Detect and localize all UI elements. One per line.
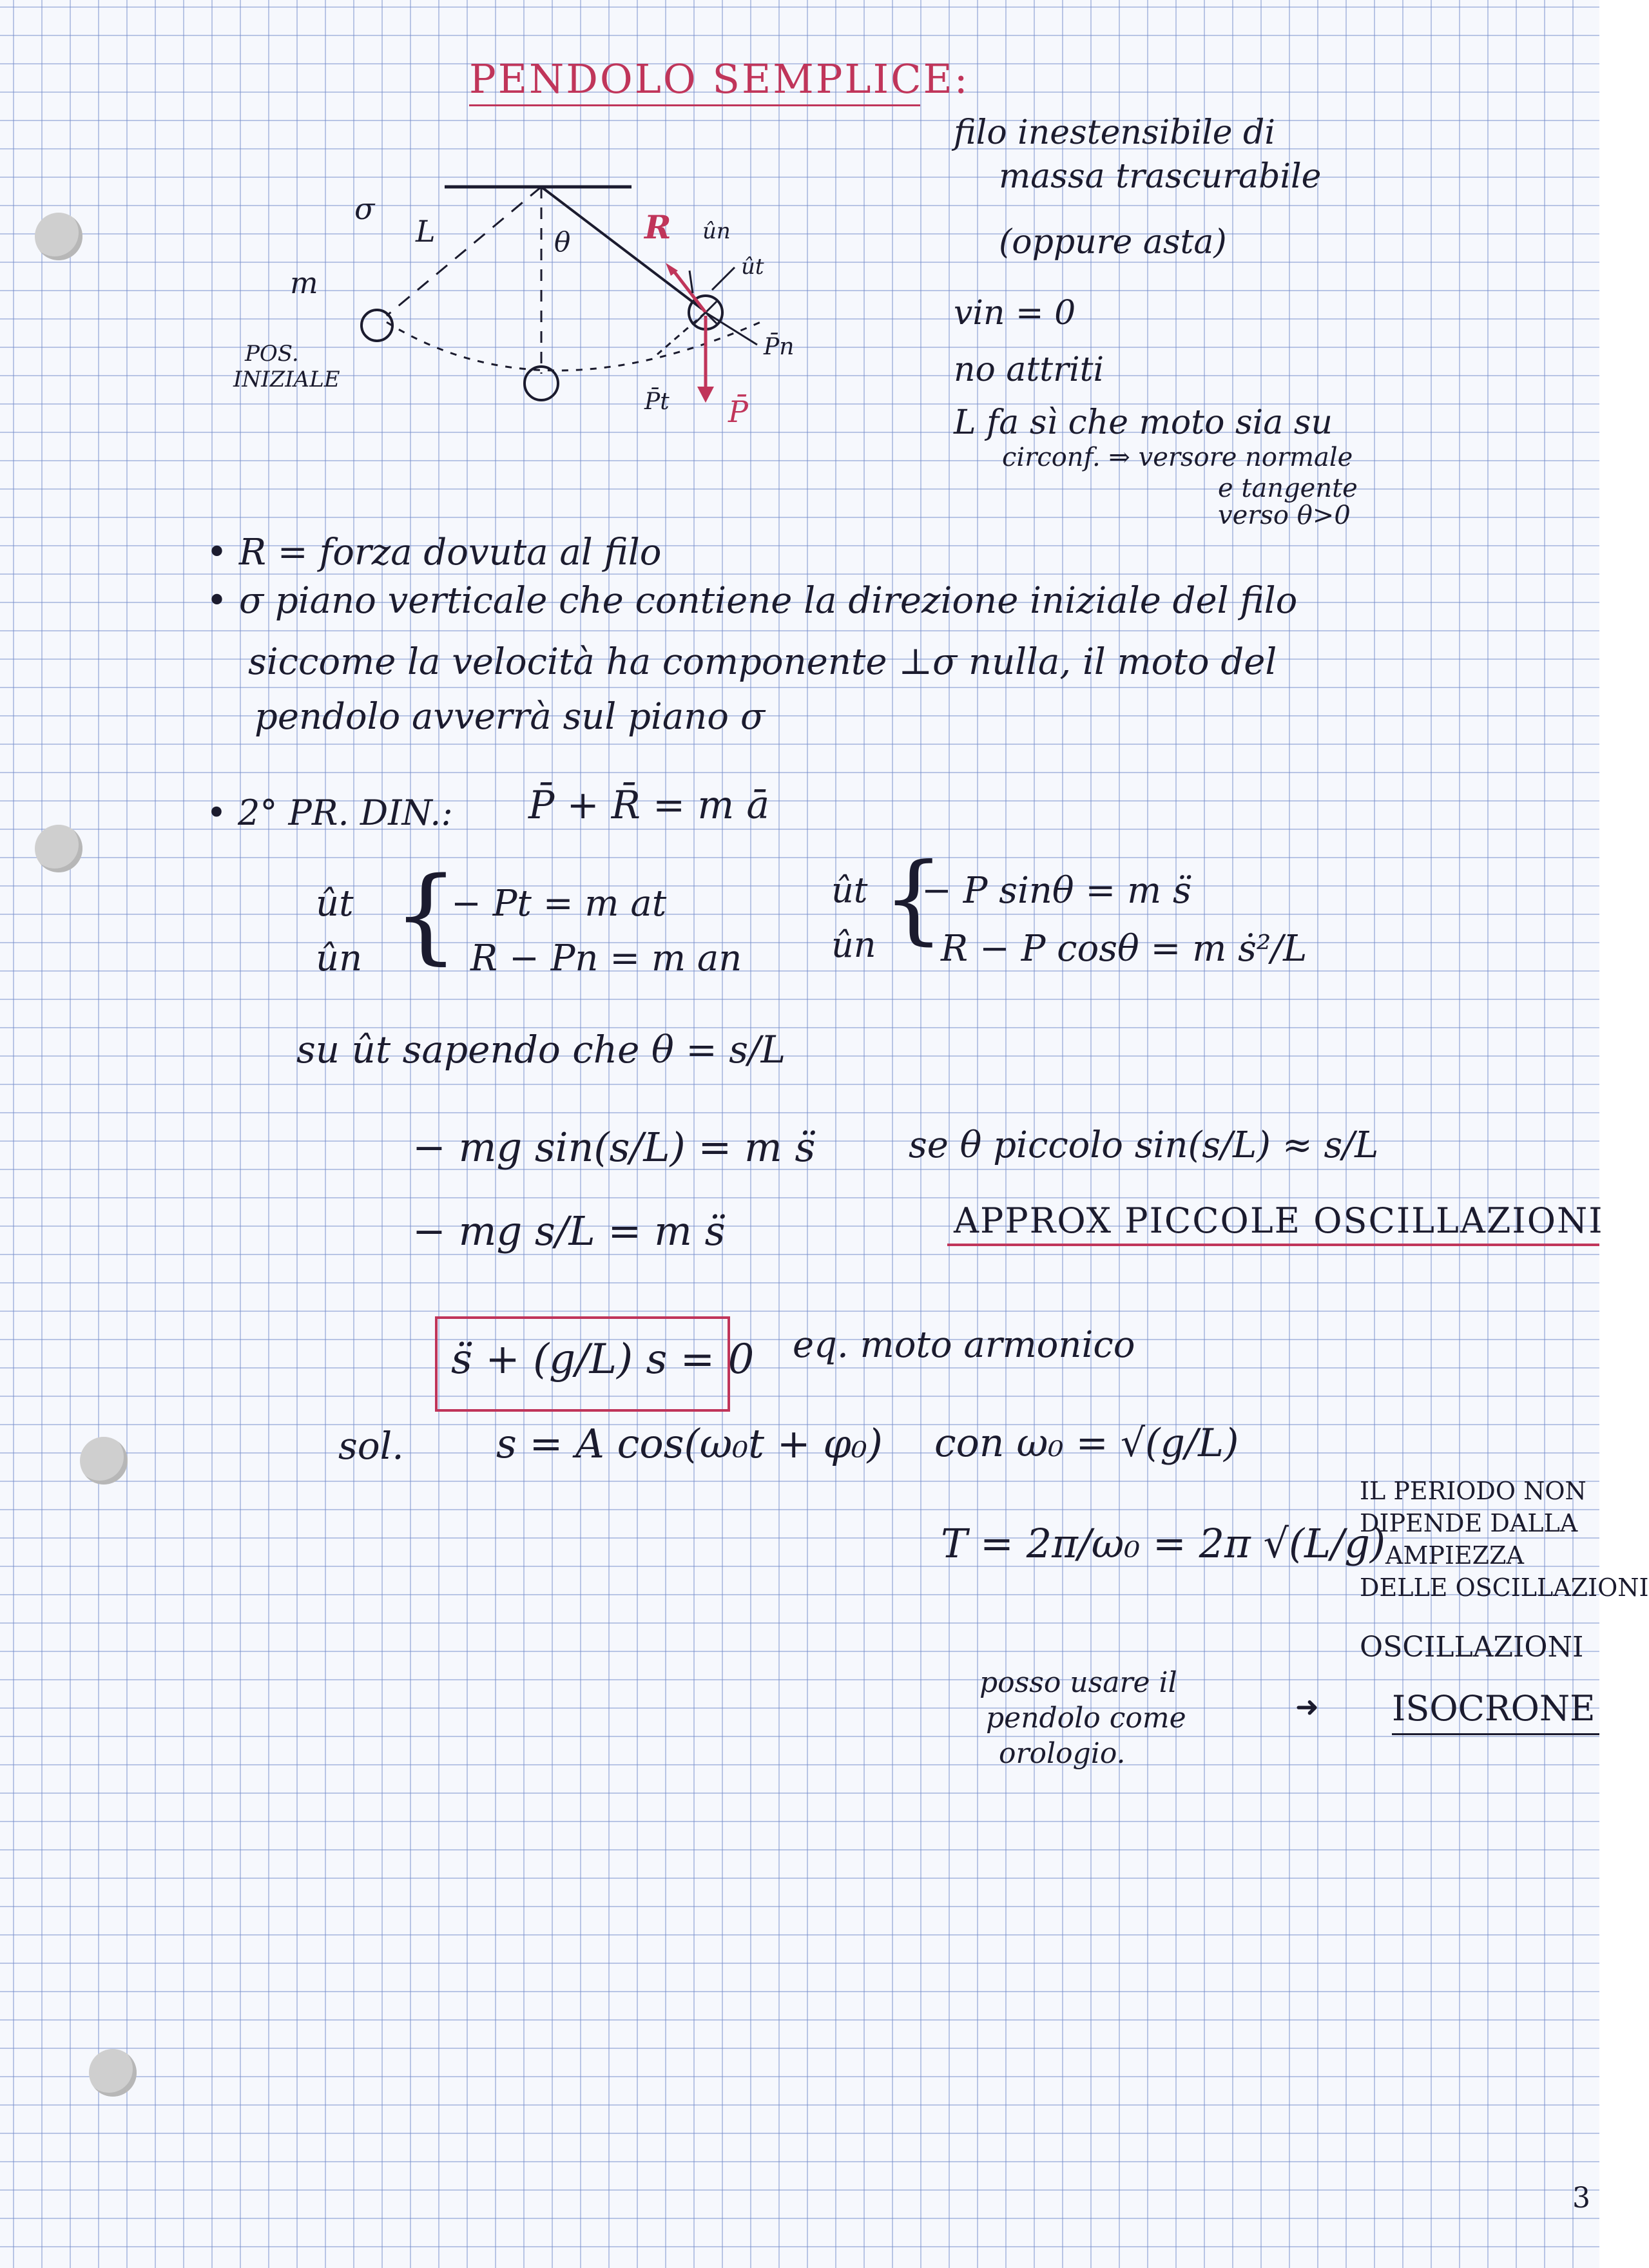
bullet-3: no attriti [954, 351, 1104, 389]
unit-tangent-label: ût [741, 254, 764, 280]
pos-label: POS. [245, 341, 299, 367]
clock-note-2: pendolo come [986, 1702, 1186, 1735]
angular-frequency: con ω₀ = √(g/L) [934, 1421, 1239, 1466]
note-plane-1: • σ piano verticale che contiene la direzione iniziale del filo [206, 580, 1298, 622]
period-note-3: AMPIEZZA [1385, 1541, 1524, 1570]
mass-rest [525, 367, 558, 400]
clock-note-3: orologio. [999, 1737, 1126, 1770]
isocrone-underline [1392, 1733, 1599, 1735]
title-underline [469, 104, 920, 106]
bullet-1-c: (oppure asta) [999, 223, 1227, 262]
unit-normal-label: ûn [702, 218, 731, 244]
solution-equation: s = A cos(ω₀t + φ₀) [496, 1420, 883, 1467]
system-left-label-n: ûn [316, 937, 363, 979]
tension-label: R [644, 208, 671, 246]
system-left-brace: { [393, 854, 459, 975]
note-plane-2: siccome la velocità ha componente ⊥σ nulla, il moto del [248, 641, 1277, 683]
clock-note-1: posso usare il [979, 1666, 1177, 1699]
bullet-1-b: massa trascurabile [999, 157, 1322, 196]
equation-sin: − mg sin(s/L) = m s̈ [412, 1124, 816, 1171]
punch-hole [89, 2049, 137, 2097]
harmonic-label: eq. moto armonico [793, 1324, 1135, 1366]
mass-label: m [290, 265, 318, 300]
bullet-2: vin = 0 [954, 294, 1076, 332]
arrow-icon: ➜ [1295, 1691, 1319, 1724]
normal-weight-label: P̄n [764, 334, 795, 360]
system-left-eq-n: R − Pn = m an [470, 937, 742, 979]
note-arc-length: su ût sapendo che θ = s/L [296, 1028, 786, 1072]
bullet-4-d: verso θ>0 [1218, 501, 1351, 530]
isocrone-line-1: OSCILLAZIONI [1360, 1631, 1584, 1664]
bullet-4-b: circonf. ⇒ versore normale [1002, 443, 1353, 472]
period-note-4: DELLE OSCILLAZIONI [1360, 1573, 1649, 1602]
page-number: 3 [1572, 2182, 1590, 2215]
newton-label: • 2° PR. DIN.: [206, 793, 453, 833]
sigma-label: σ [354, 191, 375, 226]
system-right-eq-t: − P sinθ = m s̈ [921, 870, 1191, 912]
system-right-label-t: ût [831, 870, 868, 910]
system-right-eq-n: R − P cosθ = m ṡ²/L [941, 928, 1307, 970]
solution-label: sol. [338, 1424, 404, 1468]
bullet-4-c: e tangente [1218, 474, 1358, 503]
isocrone-line-2: ISOCRONE [1392, 1688, 1596, 1729]
tangent-weight-label: P̄t [644, 389, 670, 415]
note-plane-3: pendolo avverrà sul piano σ [255, 696, 766, 738]
weight-label: P̄ [728, 394, 748, 429]
note-small-angle: se θ piccolo sin(s/L) ≈ s/L [909, 1124, 1379, 1166]
bullet-1-a: filo inestensibile di [954, 113, 1275, 152]
note-tension: • R = forza dovuta al filo [206, 532, 662, 573]
theta-label: θ [554, 226, 571, 258]
equation-linearized: − mg s/L = m s̈ [412, 1207, 726, 1254]
period-note-1: IL PERIODO NON [1360, 1477, 1586, 1505]
punch-hole [80, 1437, 128, 1485]
system-left-eq-t: − Pt = m at [451, 883, 667, 925]
mass-initial [362, 310, 392, 341]
initial-label: INIZIALE [233, 367, 340, 392]
approx-heading: APPROX PICCOLE OSCILLAZIONI [954, 1200, 1604, 1241]
approx-underline [947, 1244, 1599, 1246]
system-right-brace: { [883, 843, 945, 955]
punch-hole [35, 213, 82, 260]
boxed-equation: s̈ + (g/L) s = 0 [451, 1336, 755, 1383]
pendulum-diagram [193, 161, 825, 496]
punch-hole [35, 825, 82, 872]
length-label: L [416, 214, 436, 249]
newton-equation: P̄ + R̄ = m ā [528, 783, 770, 828]
system-left-label-t: ût [316, 883, 354, 925]
page-title: PENDOLO SEMPLICE: [469, 55, 970, 102]
period-equation: T = 2π/ω₀ = 2π √(L/g) [941, 1520, 1386, 1567]
period-note-2: DIPENDE DALLA [1360, 1509, 1578, 1537]
system-right-label-n: ûn [831, 925, 876, 965]
bullet-4-a: L fa sì che moto sia su [954, 403, 1333, 442]
